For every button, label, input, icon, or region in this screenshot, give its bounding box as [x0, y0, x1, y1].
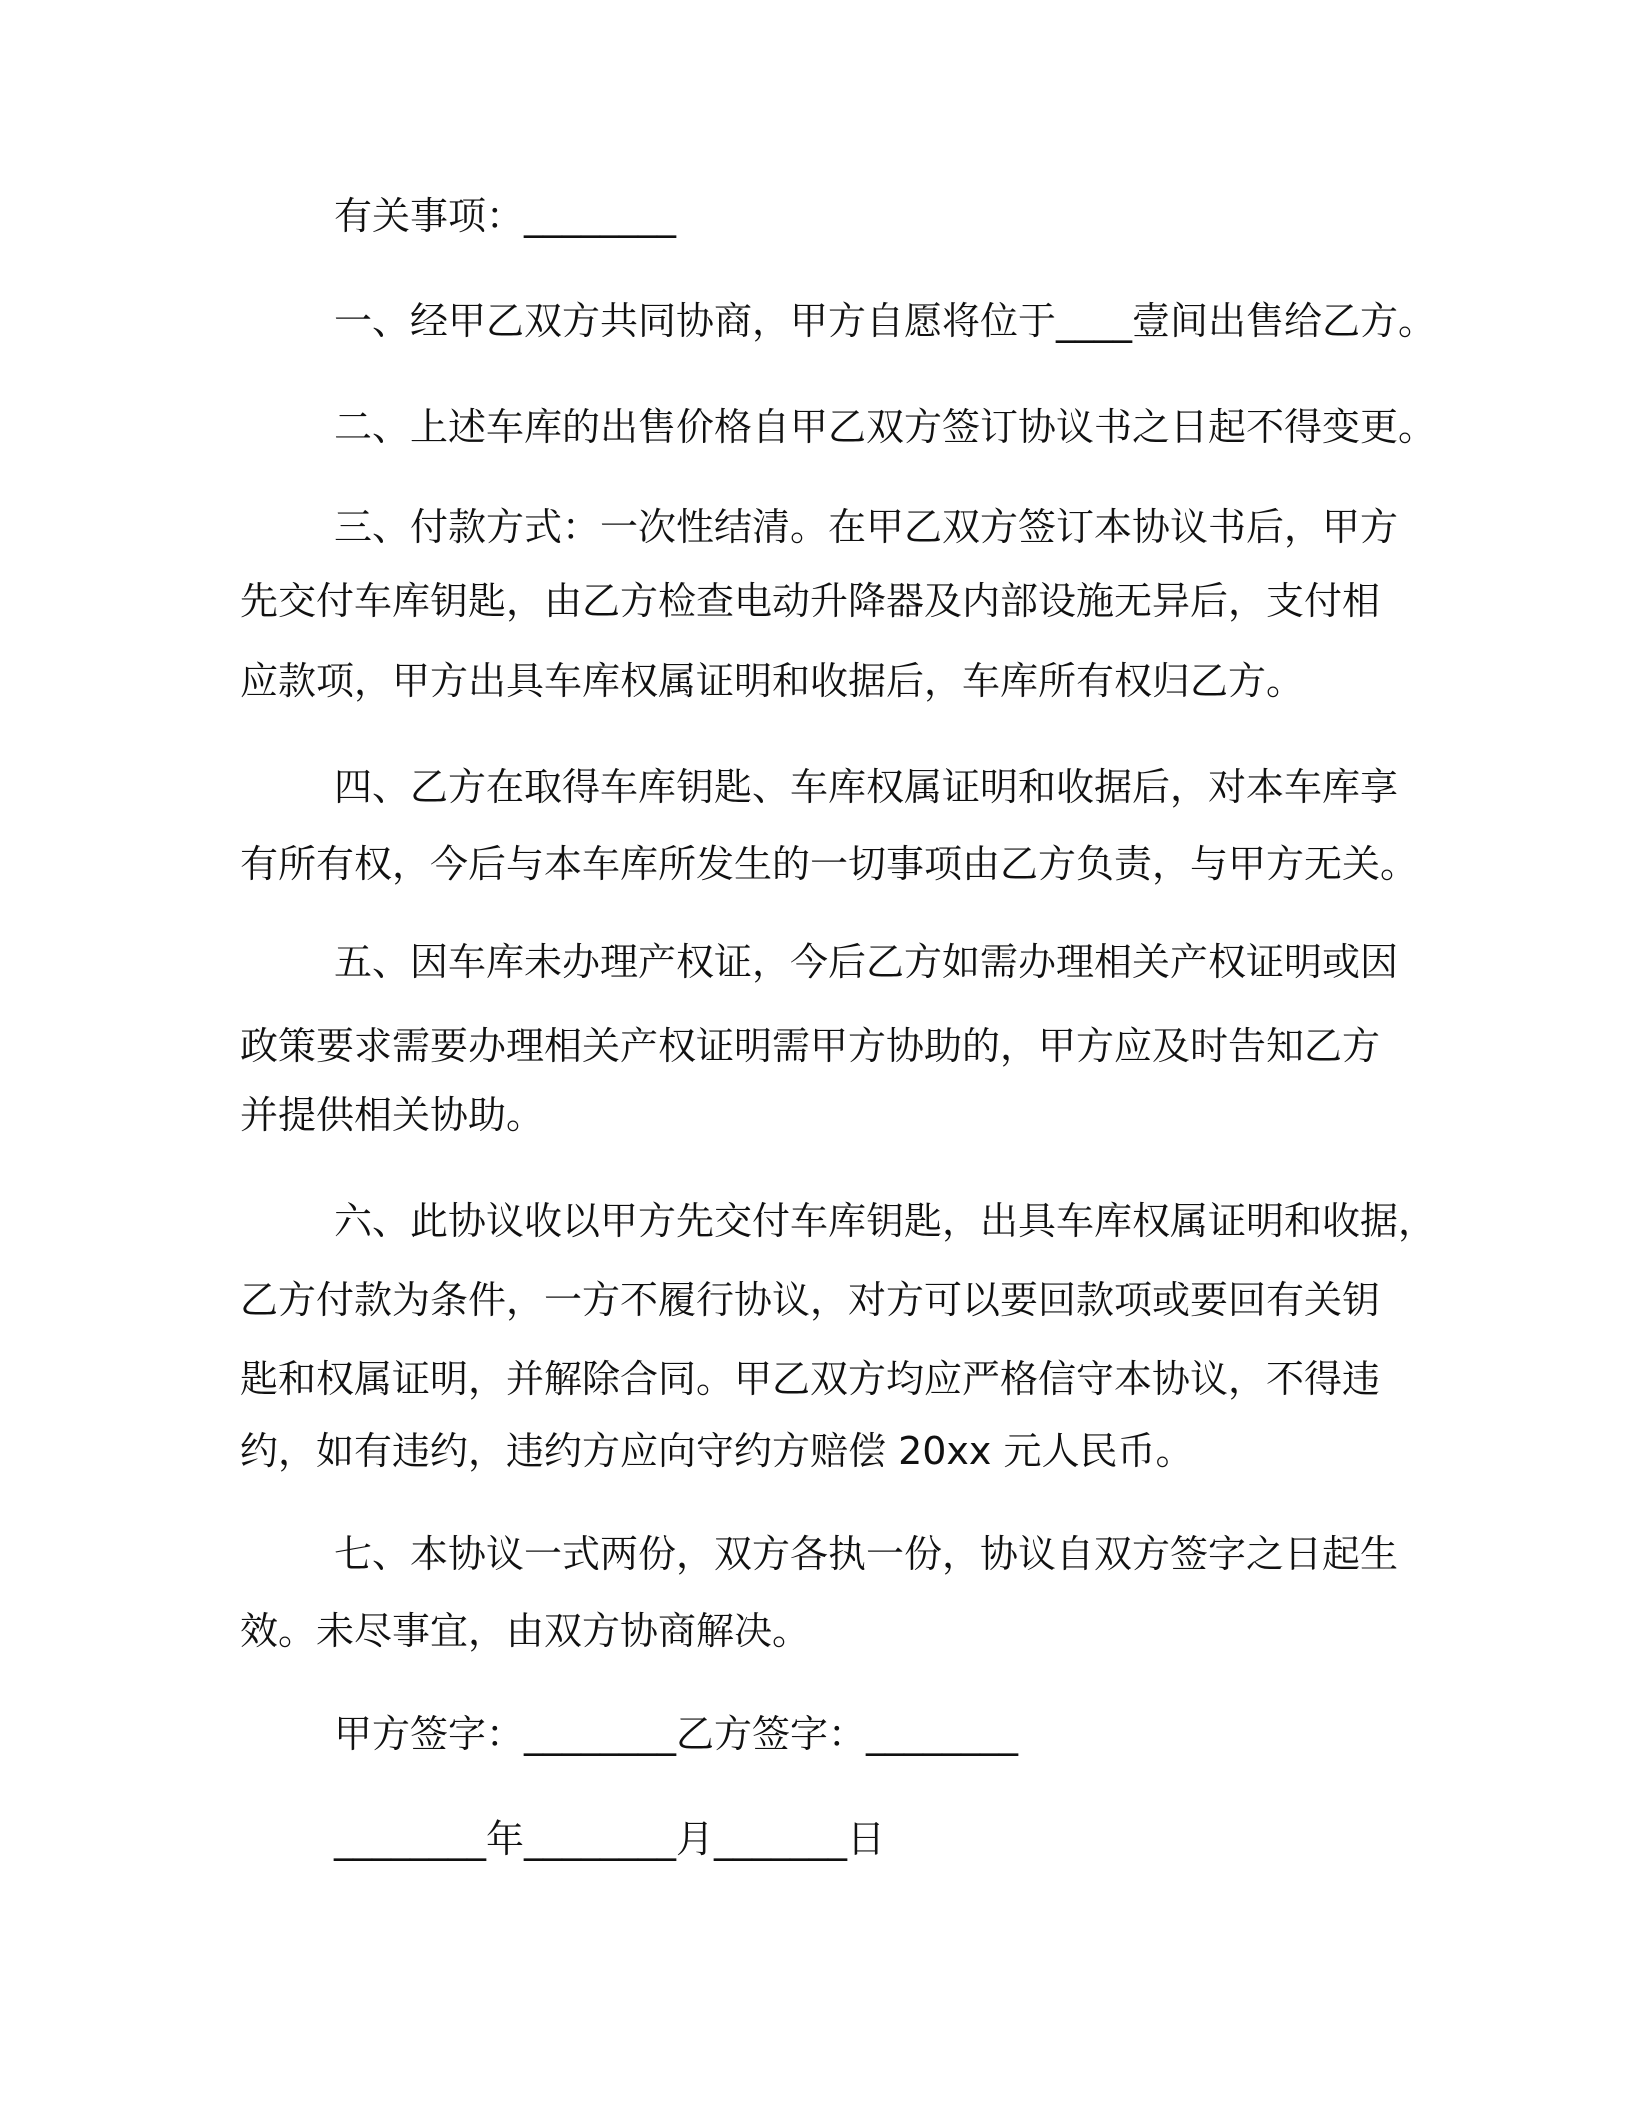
clause-4-line-1: 四、乙方在取得车库钥匙、车库权属证明和收据后，对本车库享 — [334, 765, 1399, 809]
clause-6-line-2: 乙方付款为条件，一方不履行协议，对方可以要回款项或要回有关钥 — [240, 1278, 1381, 1322]
item-label: 有关事项：________ — [334, 194, 677, 238]
clause-3-line-1: 三、付款方式：一次性结清。在甲乙双方签订本协议书后，甲方 — [334, 505, 1399, 549]
clause-6-line-1: 六、此协议收以甲方先交付车库钥匙，出具车库权属证明和收据， — [334, 1199, 1437, 1243]
clause-4-line-2: 有所有权，今后与本车库所发生的一切事项由乙方负责，与甲方无关。 — [240, 842, 1419, 886]
clause-5-line-3: 并提供相关协助。 — [240, 1093, 545, 1137]
clause-7-line-2: 效。未尽事宜，由双方协商解决。 — [240, 1609, 811, 1653]
clause-1: 一、经甲乙双方共同协商，甲方自愿将位于____壹间出售给乙方。 — [334, 299, 1437, 343]
clause-6-line-4: 约，如有违约，违约方应向守约方赔偿 20xx 元人民币。 — [240, 1429, 1194, 1473]
clause-5-line-1: 五、因车库未办理产权证，今后乙方如需办理相关产权证明或因 — [334, 940, 1399, 984]
signature-line: 甲方签字：________乙方签字：________ — [334, 1712, 1019, 1756]
clause-5-line-2: 政策要求需要办理相关产权证明需甲方协助的，甲方应及时告知乙方 — [240, 1024, 1381, 1068]
clause-2: 二、上述车库的出售价格自甲乙双方签订协议书之日起不得变更。 — [334, 405, 1437, 449]
clause-6-line-3: 匙和权属证明，并解除合同。甲乙双方均应严格信守本协议，不得违 — [240, 1357, 1381, 1401]
date-line: ________年________月_______日 — [334, 1817, 886, 1861]
clause-3-line-3: 应款项，甲方出具车库权属证明和收据后，车库所有权归乙方。 — [240, 659, 1305, 703]
clause-7-line-1: 七、本协议一式两份，双方各执一份，协议自双方签字之日起生 — [334, 1532, 1399, 1576]
clause-3-line-2: 先交付车库钥匙，由乙方检查电动升降器及内部设施无异后，支付相 — [240, 579, 1381, 623]
